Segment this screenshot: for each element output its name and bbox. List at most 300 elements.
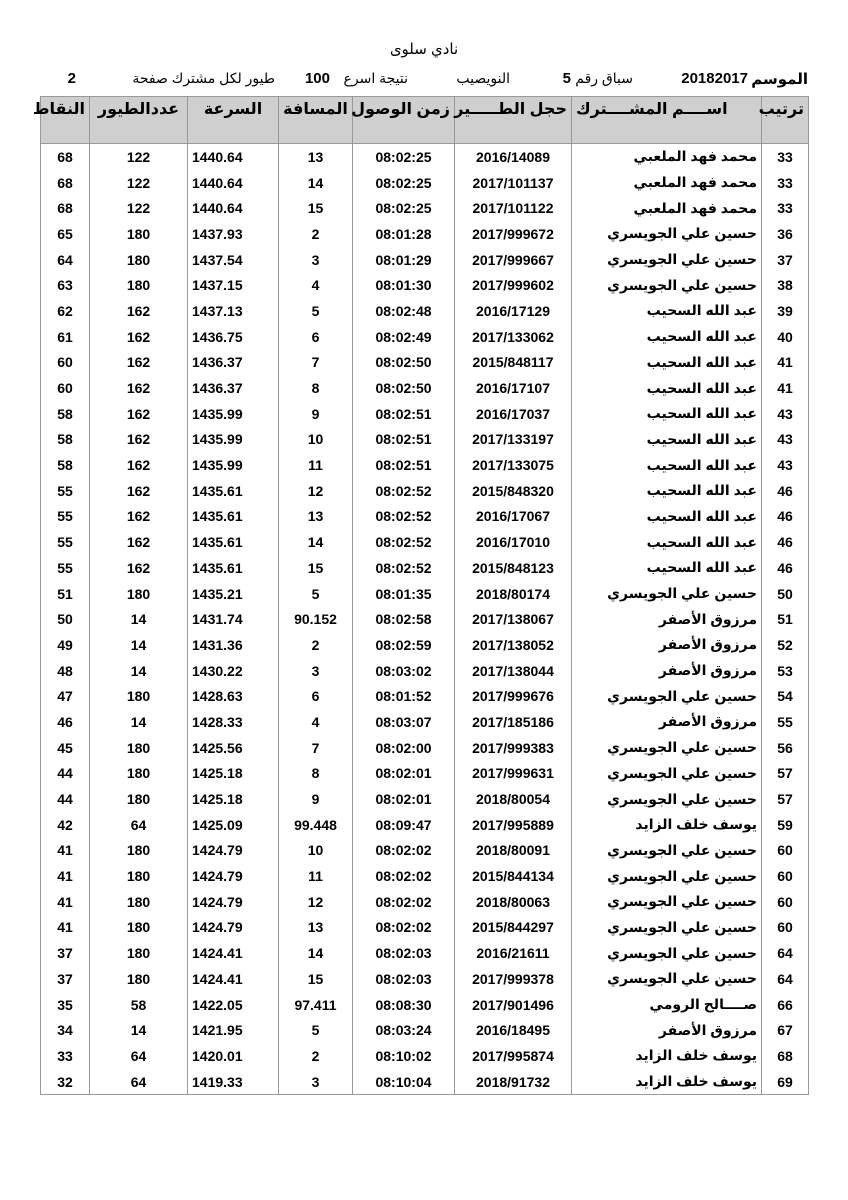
cell-speed: 1425.18 [188,761,279,787]
cell-time: 08:01:30 [353,272,455,298]
cell-points: 49 [41,632,90,658]
cell-distance: 4 [279,272,353,298]
cell-distance: 8 [279,375,353,401]
cell-name: عبد الله السحيب [572,401,762,427]
header-name: اســــم المشــــترك [572,97,762,144]
cell-name: مرزوق الأصفر [572,1017,762,1043]
cell-ring: 2016/17010 [455,529,572,555]
cell-name: محمد فهد الملعبي [572,144,762,170]
cell-name: يوسف خلف الزايد [572,1069,762,1095]
cell-name: عبد الله السحيب [572,298,762,324]
cell-time: 08:02:02 [353,889,455,915]
cell-ring: 2018/80091 [455,838,572,864]
cell-distance: 7 [279,350,353,376]
cell-birds: 180 [90,786,188,812]
cell-points: 47 [41,683,90,709]
cell-ring: 2017/133062 [455,324,572,350]
cell-name: مرزوق الأصفر [572,632,762,658]
cell-rank: 57 [762,761,809,787]
page-number: 2 [67,70,76,87]
cell-name: محمد فهد الملعبي [572,170,762,196]
cell-points: 46 [41,709,90,735]
cell-birds: 180 [90,940,188,966]
cell-points: 50 [41,606,90,632]
cell-rank: 33 [762,170,809,196]
cell-speed: 1419.33 [188,1069,279,1095]
cell-points: 48 [41,658,90,684]
cell-ring: 2015/848123 [455,555,572,581]
cell-rank: 67 [762,1017,809,1043]
cell-ring: 2017/133075 [455,452,572,478]
cell-name: حسين علي الجويسري [572,889,762,915]
cell-rank: 64 [762,940,809,966]
cell-time: 08:09:47 [353,812,455,838]
cell-points: 60 [41,375,90,401]
cell-distance: 2 [279,1043,353,1069]
cell-points: 65 [41,221,90,247]
cell-distance: 5 [279,581,353,607]
cell-birds: 180 [90,761,188,787]
cell-time: 08:02:48 [353,298,455,324]
cell-points: 33 [41,1043,90,1069]
cell-rank: 39 [762,298,809,324]
header-ring: حجل الطـــــير [455,97,572,144]
cell-distance: 13 [279,144,353,170]
cell-name: عبد الله السحيب [572,324,762,350]
cell-speed: 1424.79 [188,889,279,915]
table-row [41,170,809,196]
table-row [41,529,809,555]
cell-ring: 2017/999602 [455,272,572,298]
cell-distance: 10 [279,838,353,864]
cell-name: حسين علي الجويسري [572,272,762,298]
cell-time: 08:02:50 [353,375,455,401]
cell-name: حسين علي الجويسري [572,247,762,273]
cell-ring: 2017/101137 [455,170,572,196]
cell-speed: 1424.41 [188,940,279,966]
cell-birds: 180 [90,272,188,298]
cell-distance: 90.152 [279,606,353,632]
cell-birds: 180 [90,581,188,607]
cell-birds: 162 [90,375,188,401]
cell-distance: 6 [279,324,353,350]
cell-speed: 1435.61 [188,555,279,581]
table-row [41,324,809,350]
cell-distance: 5 [279,1017,353,1043]
cell-birds: 162 [90,452,188,478]
cell-rank: 68 [762,1043,809,1069]
cell-distance: 9 [279,401,353,427]
cell-ring: 2017/138052 [455,632,572,658]
result-label: نتيجة اسرع [343,70,408,86]
cell-birds: 58 [90,992,188,1018]
cell-name: مرزوق الأصفر [572,606,762,632]
cell-speed: 1437.54 [188,247,279,273]
cell-time: 08:02:51 [353,452,455,478]
cell-speed: 1431.36 [188,632,279,658]
cell-points: 44 [41,761,90,787]
cell-distance: 14 [279,529,353,555]
table-row [41,889,809,915]
table-row [41,427,809,453]
cell-time: 08:02:02 [353,838,455,864]
cell-ring: 2017/138044 [455,658,572,684]
cell-distance: 6 [279,683,353,709]
cell-name: حسين علي الجويسري [572,581,762,607]
cell-time: 08:02:03 [353,940,455,966]
cell-ring: 2017/999667 [455,247,572,273]
cell-distance: 3 [279,658,353,684]
table-row [41,1043,809,1069]
cell-speed: 1435.61 [188,504,279,530]
table-row [41,812,809,838]
cell-distance: 97.411 [279,992,353,1018]
cell-rank: 50 [762,581,809,607]
header-distance: المسافة [279,97,353,144]
cell-birds: 162 [90,350,188,376]
cell-ring: 2017/999631 [455,761,572,787]
cell-distance: 10 [279,427,353,453]
cell-speed: 1422.05 [188,992,279,1018]
cell-ring: 2017/101122 [455,195,572,221]
cell-rank: 60 [762,838,809,864]
cell-time: 08:02:52 [353,478,455,504]
per-page-label: طيور لكل مشترك صفحة [132,70,275,86]
results-body [41,144,809,1095]
cell-rank: 46 [762,555,809,581]
cell-distance: 3 [279,247,353,273]
table-row [41,478,809,504]
cell-points: 68 [41,170,90,196]
cell-ring: 2015/848320 [455,478,572,504]
cell-name: عبد الله السحيب [572,529,762,555]
cell-speed: 1440.64 [188,170,279,196]
cell-distance: 2 [279,221,353,247]
cell-distance: 8 [279,761,353,787]
cell-ring: 2016/14089 [455,144,572,170]
cell-time: 08:02:50 [353,350,455,376]
cell-rank: 46 [762,504,809,530]
table-row [41,350,809,376]
cell-time: 08:10:02 [353,1043,455,1069]
table-row [41,992,809,1018]
table-row [41,1069,809,1095]
cell-points: 55 [41,504,90,530]
cell-name: حسين علي الجويسري [572,761,762,787]
cell-points: 37 [41,966,90,992]
cell-birds: 162 [90,504,188,530]
cell-rank: 43 [762,452,809,478]
cell-speed: 1435.99 [188,427,279,453]
cell-birds: 162 [90,401,188,427]
cell-ring: 2015/844134 [455,863,572,889]
cell-birds: 162 [90,555,188,581]
season-label: الموسم [751,71,808,88]
cell-rank: 46 [762,478,809,504]
table-row [41,940,809,966]
cell-time: 08:02:51 [353,427,455,453]
table-row [41,838,809,864]
cell-points: 64 [41,247,90,273]
table-row [41,683,809,709]
table-row [41,915,809,941]
cell-rank: 60 [762,863,809,889]
cell-speed: 1431.74 [188,606,279,632]
cell-birds: 162 [90,478,188,504]
cell-speed: 1420.01 [188,1043,279,1069]
table-row [41,735,809,761]
cell-distance: 4 [279,709,353,735]
table-row [41,863,809,889]
cell-rank: 41 [762,350,809,376]
table-row [41,195,809,221]
cell-birds: 122 [90,170,188,196]
cell-time: 08:01:52 [353,683,455,709]
cell-name: حسين علي الجويسري [572,221,762,247]
cell-points: 58 [41,427,90,453]
cell-time: 08:02:02 [353,915,455,941]
race-number-label: سباق رقم [575,70,633,86]
cell-ring: 2018/91732 [455,1069,572,1095]
header-birds: عددالطيور [90,97,188,144]
cell-distance: 99.448 [279,812,353,838]
cell-name: يوسف خلف الزايد [572,812,762,838]
table-row [41,272,809,298]
cell-speed: 1428.33 [188,709,279,735]
cell-name: حسين علي الجويسري [572,786,762,812]
cell-rank: 66 [762,992,809,1018]
cell-ring: 2016/17037 [455,401,572,427]
cell-points: 42 [41,812,90,838]
cell-speed: 1436.37 [188,375,279,401]
cell-time: 08:02:52 [353,555,455,581]
race-name: النويصيب [456,70,510,86]
cell-points: 34 [41,1017,90,1043]
header-speed: السرعة [188,97,279,144]
cell-speed: 1425.09 [188,812,279,838]
cell-time: 08:02:25 [353,170,455,196]
cell-time: 08:03:02 [353,658,455,684]
cell-speed: 1435.99 [188,401,279,427]
cell-points: 45 [41,735,90,761]
cell-ring: 2017/133197 [455,427,572,453]
cell-speed: 1430.22 [188,658,279,684]
cell-birds: 162 [90,427,188,453]
table-row [41,966,809,992]
cell-name: محمد فهد الملعبي [572,195,762,221]
race-number-value: 5 [562,70,571,87]
cell-name: حسين علي الجويسري [572,966,762,992]
header-points: النقاط [41,97,90,144]
cell-ring: 2017/138067 [455,606,572,632]
cell-rank: 64 [762,966,809,992]
cell-distance: 7 [279,735,353,761]
cell-birds: 122 [90,195,188,221]
cell-ring: 2017/999383 [455,735,572,761]
cell-time: 08:01:35 [353,581,455,607]
cell-ring: 2017/999378 [455,966,572,992]
cell-distance: 15 [279,966,353,992]
cell-time: 08:08:30 [353,992,455,1018]
cell-ring: 2016/17107 [455,375,572,401]
cell-name: عبد الله السحيب [572,427,762,453]
table-row [41,298,809,324]
table-row [41,555,809,581]
cell-distance: 2 [279,632,353,658]
header-time: زمن الوصول [353,97,455,144]
cell-ring: 2018/80054 [455,786,572,812]
season-value: 20182017 [681,70,748,87]
table-row [41,221,809,247]
cell-ring: 2017/995889 [455,812,572,838]
table-row [41,375,809,401]
cell-points: 68 [41,144,90,170]
cell-birds: 14 [90,606,188,632]
race-info-line [40,70,808,92]
cell-points: 63 [41,272,90,298]
cell-points: 61 [41,324,90,350]
cell-rank: 46 [762,529,809,555]
cell-ring: 2018/80063 [455,889,572,915]
cell-rank: 52 [762,632,809,658]
cell-time: 08:02:59 [353,632,455,658]
cell-time: 08:02:58 [353,606,455,632]
cell-ring: 2017/999676 [455,683,572,709]
cell-distance: 11 [279,863,353,889]
table-row [41,452,809,478]
table-row [41,504,809,530]
cell-rank: 37 [762,247,809,273]
cell-name: عبد الله السحيب [572,504,762,530]
cell-distance: 9 [279,786,353,812]
table-row [41,1017,809,1043]
cell-rank: 60 [762,889,809,915]
cell-ring: 2015/844297 [455,915,572,941]
table-row [41,247,809,273]
cell-speed: 1435.61 [188,529,279,555]
cell-speed: 1435.61 [188,478,279,504]
cell-speed: 1435.99 [188,452,279,478]
cell-points: 55 [41,478,90,504]
cell-time: 08:02:52 [353,529,455,555]
cell-name: عبد الله السحيب [572,375,762,401]
cell-points: 41 [41,915,90,941]
cell-speed: 1424.79 [188,915,279,941]
cell-time: 08:03:24 [353,1017,455,1043]
table-row [41,709,809,735]
cell-time: 08:02:02 [353,863,455,889]
table-row [41,144,809,170]
table-row [41,786,809,812]
cell-time: 08:02:49 [353,324,455,350]
header-row [41,97,809,144]
cell-points: 55 [41,529,90,555]
cell-rank: 41 [762,375,809,401]
cell-distance: 3 [279,1069,353,1095]
table-row [41,581,809,607]
cell-points: 37 [41,940,90,966]
cell-name: عبد الله السحيب [572,452,762,478]
cell-distance: 12 [279,889,353,915]
cell-speed: 1436.37 [188,350,279,376]
cell-time: 08:02:00 [353,735,455,761]
cell-birds: 14 [90,632,188,658]
cell-name: يوسف خلف الزايد [572,1043,762,1069]
cell-speed: 1436.75 [188,324,279,350]
table-row [41,632,809,658]
cell-points: 60 [41,350,90,376]
cell-birds: 180 [90,838,188,864]
cell-speed: 1424.79 [188,838,279,864]
cell-distance: 15 [279,195,353,221]
cell-birds: 64 [90,812,188,838]
table-row [41,401,809,427]
cell-rank: 57 [762,786,809,812]
cell-ring: 2018/80174 [455,581,572,607]
cell-distance: 11 [279,452,353,478]
cell-speed: 1425.18 [188,786,279,812]
cell-time: 08:02:01 [353,761,455,787]
cell-rank: 51 [762,606,809,632]
cell-speed: 1428.63 [188,683,279,709]
cell-birds: 162 [90,298,188,324]
cell-time: 08:02:25 [353,195,455,221]
cell-rank: 54 [762,683,809,709]
cell-ring: 2017/995874 [455,1043,572,1069]
cell-ring: 2016/17129 [455,298,572,324]
cell-points: 41 [41,863,90,889]
cell-birds: 180 [90,966,188,992]
cell-speed: 1435.21 [188,581,279,607]
cell-ring: 2017/999672 [455,221,572,247]
cell-ring: 2016/18495 [455,1017,572,1043]
cell-birds: 180 [90,735,188,761]
cell-distance: 14 [279,170,353,196]
cell-ring: 2016/17067 [455,504,572,530]
cell-rank: 43 [762,401,809,427]
cell-rank: 60 [762,915,809,941]
cell-speed: 1421.95 [188,1017,279,1043]
club-title: نادي سلوى [389,41,459,58]
table-row [41,761,809,787]
cell-points: 51 [41,581,90,607]
cell-ring: 2017/901496 [455,992,572,1018]
cell-name: عبد الله السحيب [572,350,762,376]
cell-distance: 13 [279,915,353,941]
cell-time: 08:01:29 [353,247,455,273]
cell-speed: 1440.64 [188,195,279,221]
cell-name: حسين علي الجويسري [572,940,762,966]
cell-name: صــــالح الرومي [572,992,762,1018]
cell-time: 08:03:07 [353,709,455,735]
cell-rank: 59 [762,812,809,838]
cell-birds: 162 [90,529,188,555]
cell-time: 08:01:28 [353,221,455,247]
cell-name: مرزوق الأصفر [572,709,762,735]
cell-rank: 36 [762,221,809,247]
cell-points: 35 [41,992,90,1018]
cell-points: 41 [41,838,90,864]
cell-rank: 53 [762,658,809,684]
cell-ring: 2017/185186 [455,709,572,735]
cell-rank: 38 [762,272,809,298]
cell-birds: 14 [90,1017,188,1043]
cell-birds: 180 [90,915,188,941]
cell-points: 58 [41,401,90,427]
table-row [41,606,809,632]
result-count: 100 [304,70,330,87]
cell-time: 08:02:01 [353,786,455,812]
